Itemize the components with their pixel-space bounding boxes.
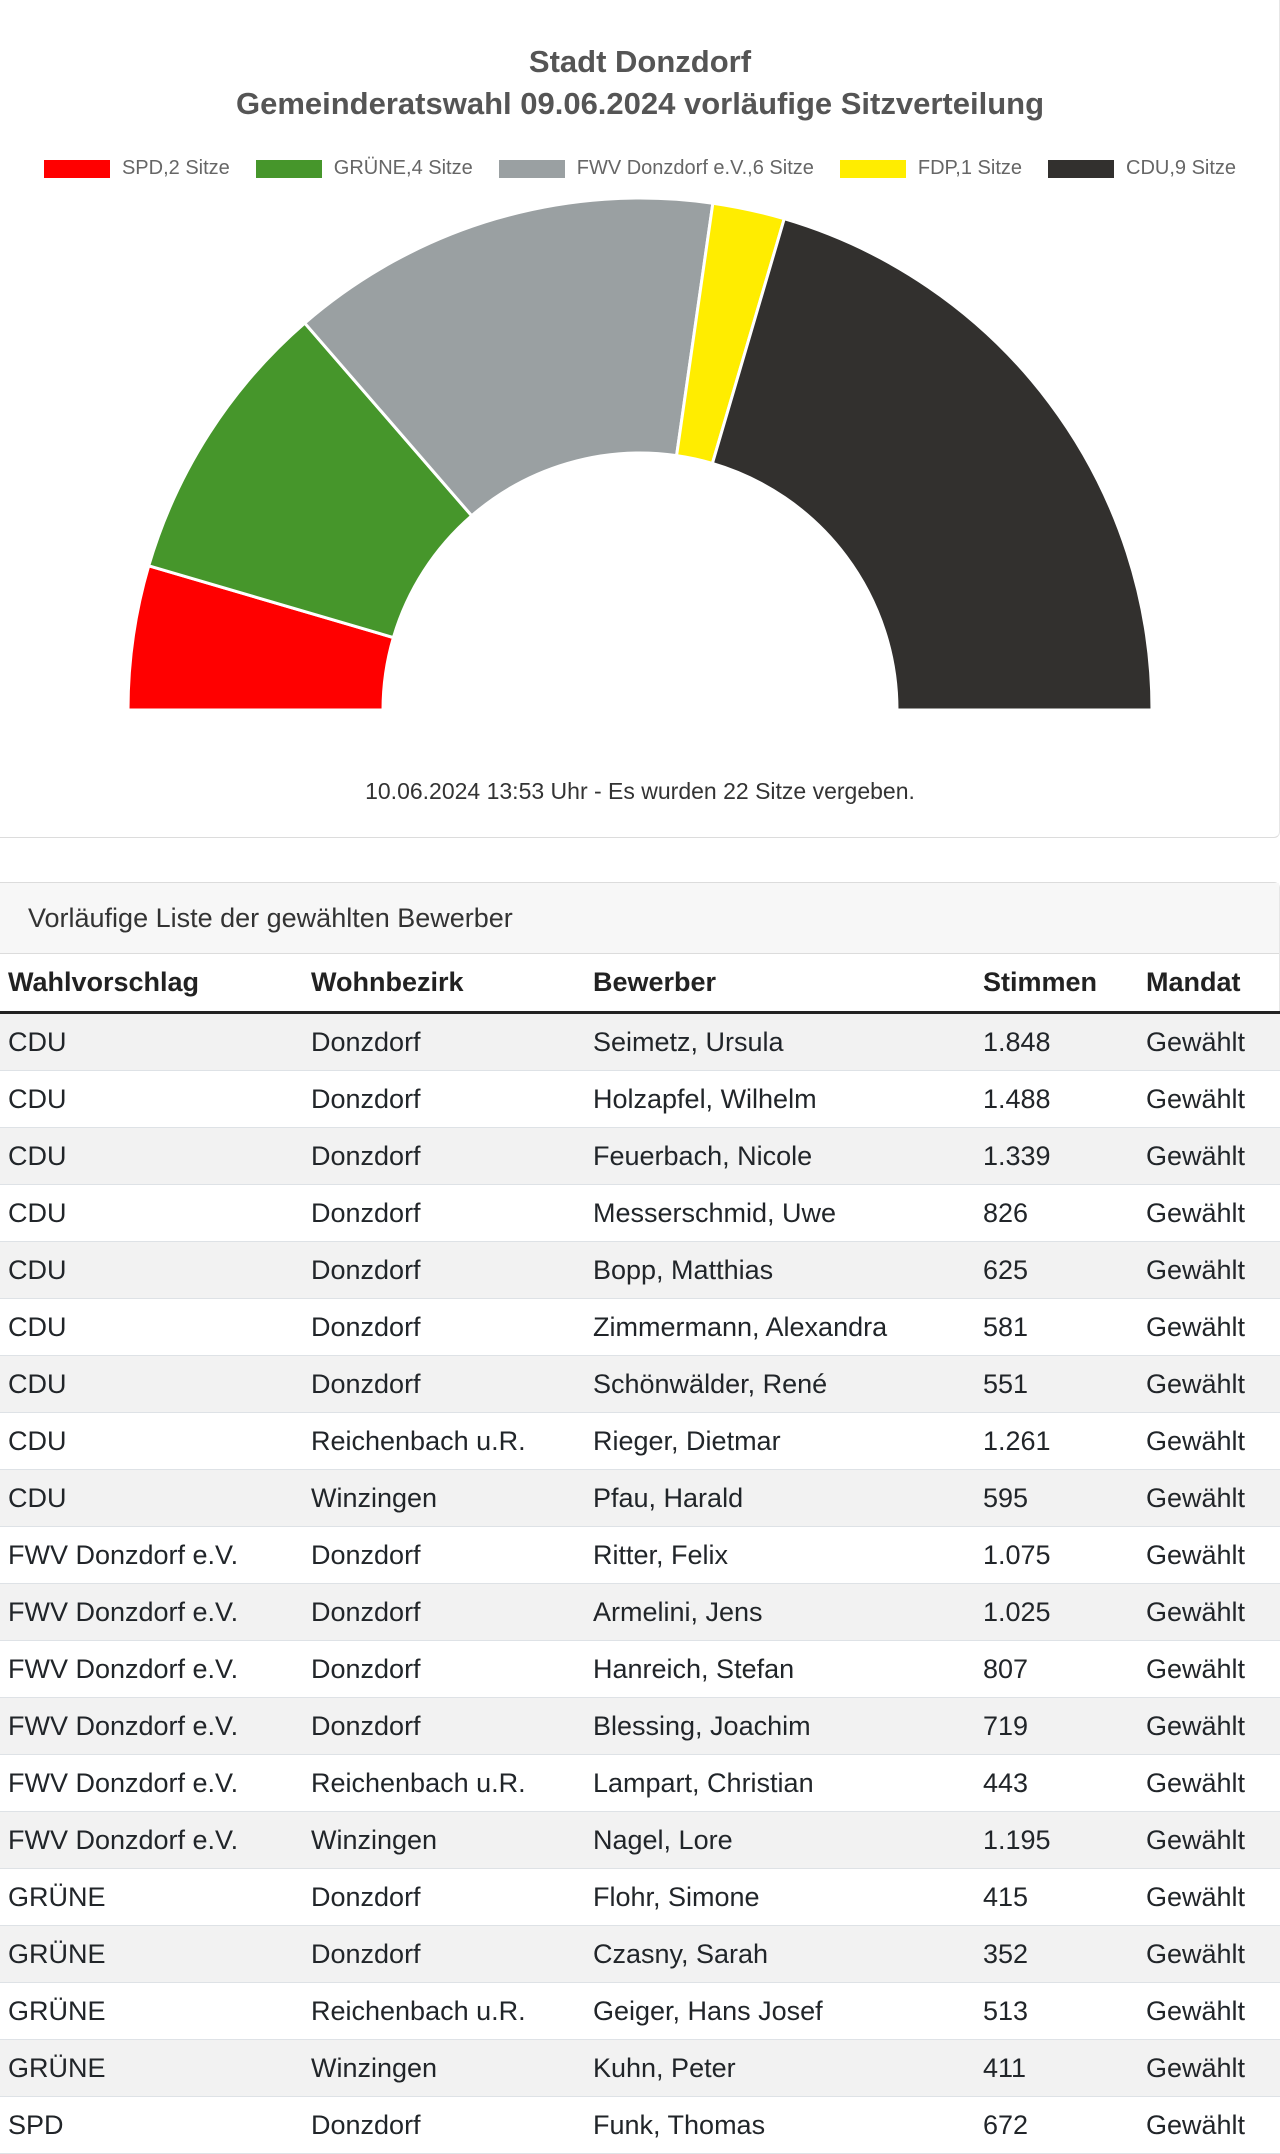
table-cell: FWV Donzdorf e.V. [0,1812,303,1869]
legend-swatch [44,160,110,178]
table-row [0,1128,1280,1185]
table-cell: Bopp, Matthias [585,1242,975,1299]
legend-swatch [840,160,906,178]
table-cell: Donzdorf [303,1527,585,1584]
table-cell: CDU [0,1071,303,1128]
table-cell: Blessing, Joachim [585,1698,975,1755]
table-cell: 1.195 [975,1812,1138,1869]
column-header[interactable]: Stimmen [975,954,1138,1013]
table-cell: CDU [0,1242,303,1299]
table-row [0,1527,1280,1584]
legend-label: FDP,1 Sitze [917,157,1022,179]
table-cell: 595 [975,1470,1138,1527]
table-cell: Winzingen [303,2040,585,2097]
legend-label: FWV Donzdorf e.V.,6 Sitze [576,157,814,179]
table-cell: GRÜNE [0,1926,303,1983]
table-cell: Hanreich, Stefan [585,1641,975,1698]
table-cell: 672 [975,2097,1138,2154]
table-cell: 415 [975,1869,1138,1926]
table-cell: SPD [0,2097,303,2154]
table-cell: 1.339 [975,1128,1138,1185]
table-body [0,1013,1280,2154]
table-cell: CDU [0,1013,303,1071]
table-row [0,1013,1280,1071]
table-cell: Donzdorf [303,1869,585,1926]
table-cell: Gewählt [1138,1926,1280,1983]
table-cell: Gewählt [1138,1869,1280,1926]
column-header[interactable]: Bewerber [585,954,975,1013]
table-cell: Gewählt [1138,1356,1280,1413]
table-cell: Reichenbach u.R. [303,1413,585,1470]
table-cell: 1.025 [975,1584,1138,1641]
table-cell: Donzdorf [303,1242,585,1299]
table-cell: Donzdorf [303,1698,585,1755]
table-header-row [0,954,1280,1013]
table-cell: 581 [975,1299,1138,1356]
table-cell: Zimmermann, Alexandra [585,1299,975,1356]
table-cell: Donzdorf [303,1926,585,1983]
chart-title: Stadt Donzdorf [528,44,752,79]
table-row [0,1983,1280,2040]
table-row [0,1698,1280,1755]
table-cell: GRÜNE [0,1869,303,1926]
legend-label: CDU,9 Sitze [1126,157,1237,179]
legend-item-2[interactable] [499,157,814,180]
table-row [0,2040,1280,2097]
table-cell: Winzingen [303,1812,585,1869]
table-cell: Seimetz, Ursula [585,1013,975,1071]
table-cell: Rieger, Dietmar [585,1413,975,1470]
table-row [0,2097,1280,2154]
table-cell: Reichenbach u.R. [303,1983,585,2040]
table-cell: Gewählt [1138,2040,1280,2097]
table-cell: Gewählt [1138,1641,1280,1698]
table-cell: Gewählt [1138,1413,1280,1470]
table-cell: 826 [975,1185,1138,1242]
table-cell: CDU [0,1413,303,1470]
table-cell: FWV Donzdorf e.V. [0,1755,303,1812]
table-cell: Donzdorf [303,1299,585,1356]
legend-swatch [499,160,565,178]
table-cell: 1.075 [975,1527,1138,1584]
table-cell: Gewählt [1138,1071,1280,1128]
table-cell: 719 [975,1698,1138,1755]
table-cell: 807 [975,1641,1138,1698]
table-cell: Gewählt [1138,1584,1280,1641]
table-cell: CDU [0,1128,303,1185]
table-row [0,1356,1280,1413]
table-cell: Winzingen [303,1470,585,1527]
table-cell: Donzdorf [303,1013,585,1071]
table-cell: GRÜNE [0,1983,303,2040]
table-cell: Gewählt [1138,1527,1280,1584]
table-cell: Gewählt [1138,1812,1280,1869]
table-row [0,1584,1280,1641]
table-row [0,1812,1280,1869]
table-cell: Gewählt [1138,1470,1280,1527]
table-row [0,1242,1280,1299]
table-cell: Armelini, Jens [585,1584,975,1641]
table-row [0,1185,1280,1242]
table-cell: 513 [975,1983,1138,2040]
table-title: Vorläufige Liste der gewählten Bewerber [0,883,1279,954]
table-cell: Pfau, Harald [585,1470,975,1527]
table-row [0,1641,1280,1698]
seat-chart-card [0,0,1280,838]
table-cell: 551 [975,1356,1138,1413]
table-cell: Donzdorf [303,2097,585,2154]
table-cell: Gewählt [1138,1299,1280,1356]
column-header[interactable]: Wohnbezirk [303,954,585,1013]
table-cell: Czasny, Sarah [585,1926,975,1983]
column-header[interactable]: Wahlvorschlag [0,954,303,1013]
table-cell: Schönwälder, René [585,1356,975,1413]
table-cell: CDU [0,1185,303,1242]
table-cell: Donzdorf [303,1356,585,1413]
table-cell: 352 [975,1926,1138,1983]
table-cell: Gewählt [1138,1128,1280,1185]
table-cell: 625 [975,1242,1138,1299]
table-cell: Donzdorf [303,1641,585,1698]
table-cell: CDU [0,1299,303,1356]
table-row [0,1470,1280,1527]
table-cell: Donzdorf [303,1128,585,1185]
table-cell: CDU [0,1470,303,1527]
table-cell: CDU [0,1356,303,1413]
table-cell: Donzdorf [303,1071,585,1128]
elected-candidates-card [0,882,1280,2152]
table-cell: 1.488 [975,1071,1138,1128]
table-cell: Gewählt [1138,1698,1280,1755]
legend-swatch [256,160,322,178]
table-cell: FWV Donzdorf e.V. [0,1527,303,1584]
table-cell: 1.261 [975,1413,1138,1470]
table-cell: Donzdorf [303,1584,585,1641]
table-cell: Ritter, Felix [585,1527,975,1584]
legend-item-4[interactable] [1048,157,1236,180]
table-cell: Gewählt [1138,2097,1280,2154]
legend-item-0[interactable] [44,157,230,180]
legend-label: GRÜNE,4 Sitze [333,157,473,179]
table-cell: Nagel, Lore [585,1812,975,1869]
table-cell: 443 [975,1755,1138,1812]
chart-legend [0,157,1280,180]
table-cell: Messerschmid, Uwe [585,1185,975,1242]
table-cell: Feuerbach, Nicole [585,1128,975,1185]
table-cell: FWV Donzdorf e.V. [0,1698,303,1755]
table-cell: Flohr, Simone [585,1869,975,1926]
table-row [0,1413,1280,1470]
table-cell: Gewählt [1138,1013,1280,1071]
table-row [0,1071,1280,1128]
table-row [0,1755,1280,1812]
results-table [0,954,1280,2154]
table-cell: 411 [975,2040,1138,2097]
table-cell: Holzapfel, Wilhelm [585,1071,975,1128]
table-cell: Kuhn, Peter [585,2040,975,2097]
table-cell: GRÜNE [0,2040,303,2097]
table-cell: Reichenbach u.R. [303,1755,585,1812]
legend-swatch [1048,160,1114,178]
table-cell: Gewählt [1138,1242,1280,1299]
legend-item-3[interactable] [840,157,1022,180]
half-donut-chart [0,190,1280,730]
table-cell: Gewählt [1138,1983,1280,2040]
table-cell: FWV Donzdorf e.V. [0,1584,303,1641]
table-cell: Gewählt [1138,1185,1280,1242]
chart-footer: 10.06.2024 13:53 Uhr - Es wurden 22 Sitze vergeben. [365,778,915,804]
legend-item-1[interactable] [256,157,473,180]
table-row [0,1299,1280,1356]
table-cell: 1.848 [975,1013,1138,1071]
chart-subtitle: Gemeinderatswahl 09.06.2024 vorläufige Sitzverteilung [235,86,1045,121]
column-header[interactable]: Mandat [1138,954,1280,1013]
table-cell: FWV Donzdorf e.V. [0,1641,303,1698]
table-cell: Gewählt [1138,1755,1280,1812]
table-cell: Funk, Thomas [585,2097,975,2154]
table-cell: Geiger, Hans Josef [585,1983,975,2040]
table-row [0,1869,1280,1926]
table-cell: Donzdorf [303,1185,585,1242]
slice-cdu[interactable] [712,219,1152,710]
table-row [0,1926,1280,1983]
legend-label: SPD,2 Sitze [121,157,230,179]
table-cell: Lampart, Christian [585,1755,975,1812]
